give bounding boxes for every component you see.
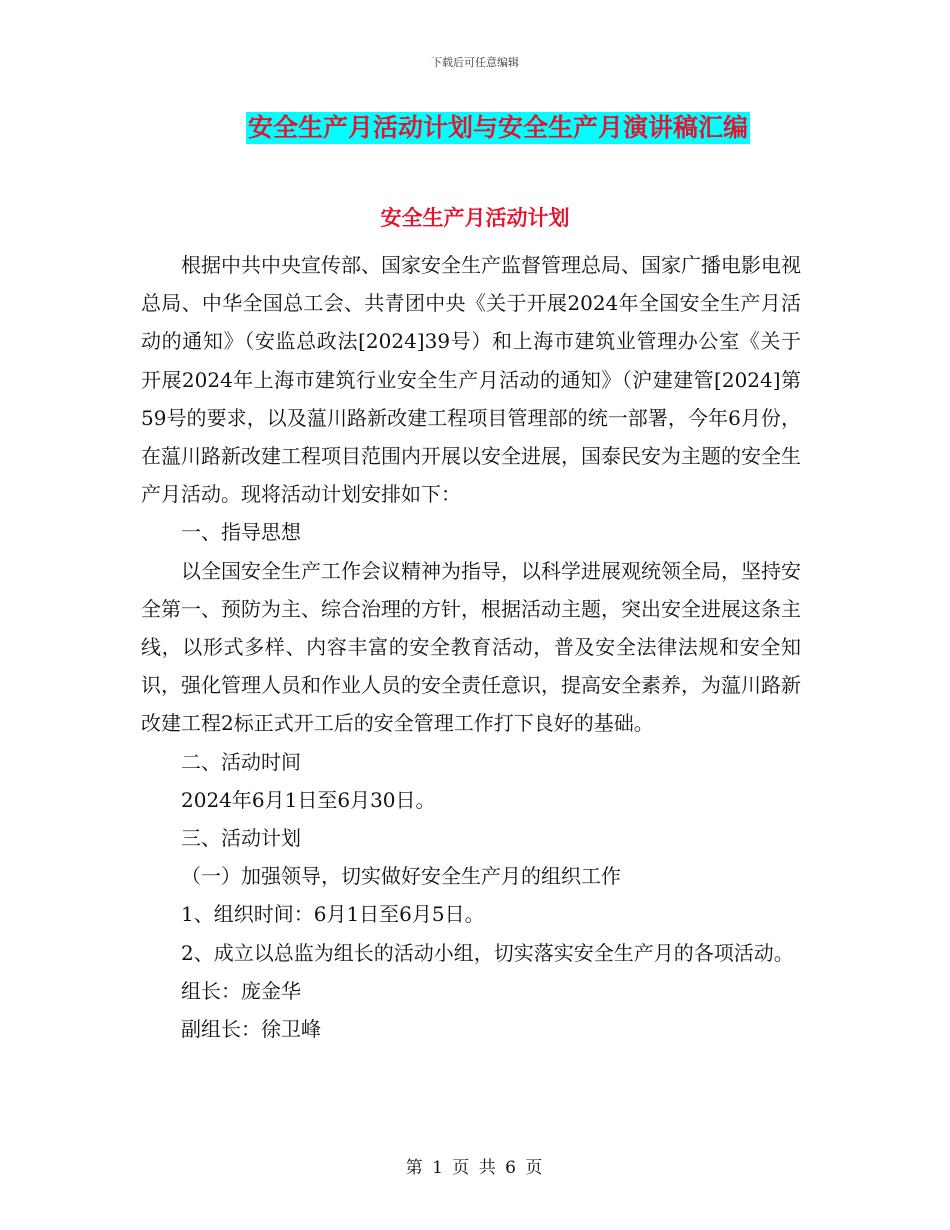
guiding-ideology-paragraph: 以全国安全生产工作会议精神为指导，以科学进展观统领全局，坚持安全第一、预防为主、综合治理的方针，根据活动主题，突出安全进展这条主线，以形式多样、内容丰富的安全教育活动，普及安全法律法规和安全知识，强化管理人员和作业人员的安全责任意识，提高安全素养，为蕰川路新改建工程2标正式开工后的安全管理工作打下良好的基础。 <box>141 558 801 736</box>
main-title: 安全生产月活动计划与安全生产月演讲稿汇编 <box>247 113 748 142</box>
group-leader-line: 组长：庞金华 <box>181 978 301 1003</box>
intro-paragraph: 根据中共中央宣传部、国家安全生产监督管理总局、国家广播电影电视总局、中华全国总工会、共青团中央《关于开展2024年全国安全生产月活动的通知》（安监总政法[2024]39号）和上海市建筑业管理办公室《关于开展2024年上海市建筑行业安全生产月活动的通知》（沪建建管[2024]第59号的要求，以及蕰川路新改建工程项目管理部的统一部署，今年6月份，在蕰川路新改建工程项目范围内开展以安全进展，国泰民安为主题的安全生产月活动。现将活动计划安排如下： <box>141 253 801 507</box>
heading-guiding-ideology: 一、指导思想 <box>181 520 301 545</box>
main-title-wrap <box>0 112 950 144</box>
deputy-leader-line: 副组长：徐卫峰 <box>181 1017 321 1042</box>
heading-activity-time: 二、活动时间 <box>181 749 301 774</box>
heading-activity-plan: 三、活动计划 <box>181 826 301 851</box>
plan-item-1: 1、组织时间：6月1日至6月5日。 <box>181 902 485 927</box>
plan-subheading: （一）加强领导，切实做好安全生产月的组织工作 <box>181 864 621 889</box>
activity-time-paragraph: 2024年6月1日至6月30日。 <box>181 787 436 812</box>
document-body <box>141 246 801 1048</box>
section-title: 安全生产月活动计划 <box>380 206 570 230</box>
header-note: 下载后可任意编辑 <box>431 56 519 69</box>
page-footer: 第 1 页 共 6 页 <box>405 1158 545 1178</box>
plan-item-2: 2、成立以总监为组长的活动小组，切实落实安全生产月的各项活动。 <box>181 940 794 965</box>
